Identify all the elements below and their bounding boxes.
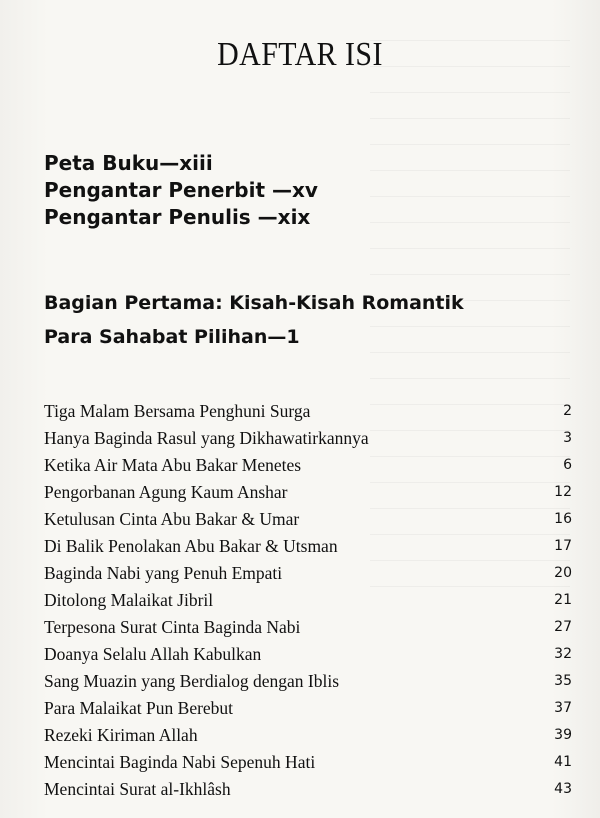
front-matter-list bbox=[44, 150, 318, 231]
front-matter-item: Pengantar Penulis —xix bbox=[44, 205, 311, 229]
entry-title: Mencintai Baginda Nabi Sepenuh Hati bbox=[44, 752, 316, 772]
entry-page: 32 bbox=[554, 646, 572, 662]
entry-page: 3 bbox=[563, 430, 572, 446]
toc-list bbox=[44, 400, 572, 805]
entry-title: Di Balik Penolakan Abu Bakar & Utsman bbox=[44, 536, 338, 556]
entry-title: Hanya Baginda Rasul yang Dikhawatirkannya bbox=[44, 428, 369, 448]
toc-entry bbox=[44, 535, 572, 562]
entry-title: Doanya Selalu Allah Kabulkan bbox=[44, 644, 262, 664]
entry-title: Mencintai Surat al-Ikhlâsh bbox=[44, 779, 231, 799]
entry-page: 35 bbox=[554, 673, 572, 689]
entry-page: 37 bbox=[554, 700, 572, 716]
toc-entry bbox=[44, 643, 572, 670]
toc-entry bbox=[44, 454, 572, 481]
toc-entry bbox=[44, 400, 572, 427]
entry-page: 6 bbox=[563, 457, 572, 473]
toc-entry bbox=[44, 562, 572, 589]
entry-title: Para Malaikat Pun Berebut bbox=[44, 698, 234, 718]
entry-page: 17 bbox=[554, 538, 572, 554]
entry-page: 39 bbox=[554, 727, 572, 743]
toc-entry bbox=[44, 778, 572, 805]
entry-page: 12 bbox=[554, 484, 572, 500]
part-heading-line: Para Sahabat Pilihan—1 bbox=[44, 326, 300, 348]
entry-page: 43 bbox=[554, 781, 572, 797]
entry-title: Ketika Air Mata Abu Bakar Menetes bbox=[44, 455, 302, 475]
entry-page: 27 bbox=[554, 619, 572, 635]
toc-entry bbox=[44, 481, 572, 508]
part-heading-line: Bagian Pertama: Kisah-Kisah Romantik bbox=[44, 292, 464, 314]
entry-page: 41 bbox=[554, 754, 572, 770]
entry-title: Terpesona Surat Cinta Baginda Nabi bbox=[44, 617, 301, 637]
entry-title: Ditolong Malaikat Jibril bbox=[44, 590, 214, 610]
entry-page: 20 bbox=[554, 565, 572, 581]
entry-title: Baginda Nabi yang Penuh Empati bbox=[44, 563, 283, 583]
entry-title: Sang Muazin yang Berdialog dengan Iblis bbox=[44, 671, 340, 691]
toc-entry bbox=[44, 724, 572, 751]
toc-entry bbox=[44, 589, 572, 616]
toc-entry bbox=[44, 427, 572, 454]
front-matter-item: Peta Buku—xiii bbox=[44, 151, 213, 175]
page-title: DAFTAR ISI bbox=[217, 36, 383, 73]
entry-title: Pengorbanan Agung Kaum Anshar bbox=[44, 482, 288, 502]
entry-page: 2 bbox=[563, 403, 572, 419]
part-heading bbox=[44, 286, 464, 354]
toc-entry bbox=[44, 616, 572, 643]
entry-page: 16 bbox=[554, 511, 572, 527]
entry-title: Tiga Malam Bersama Penghuni Surga bbox=[44, 401, 311, 421]
toc-entry bbox=[44, 697, 572, 724]
entry-title: Rezeki Kiriman Allah bbox=[44, 725, 198, 745]
front-matter-item: Pengantar Penerbit —xv bbox=[44, 178, 318, 202]
toc-entry bbox=[44, 751, 572, 778]
entry-page: 21 bbox=[554, 592, 572, 608]
entry-title: Ketulusan Cinta Abu Bakar & Umar bbox=[44, 509, 300, 529]
toc-entry bbox=[44, 508, 572, 535]
toc-entry bbox=[44, 670, 572, 697]
